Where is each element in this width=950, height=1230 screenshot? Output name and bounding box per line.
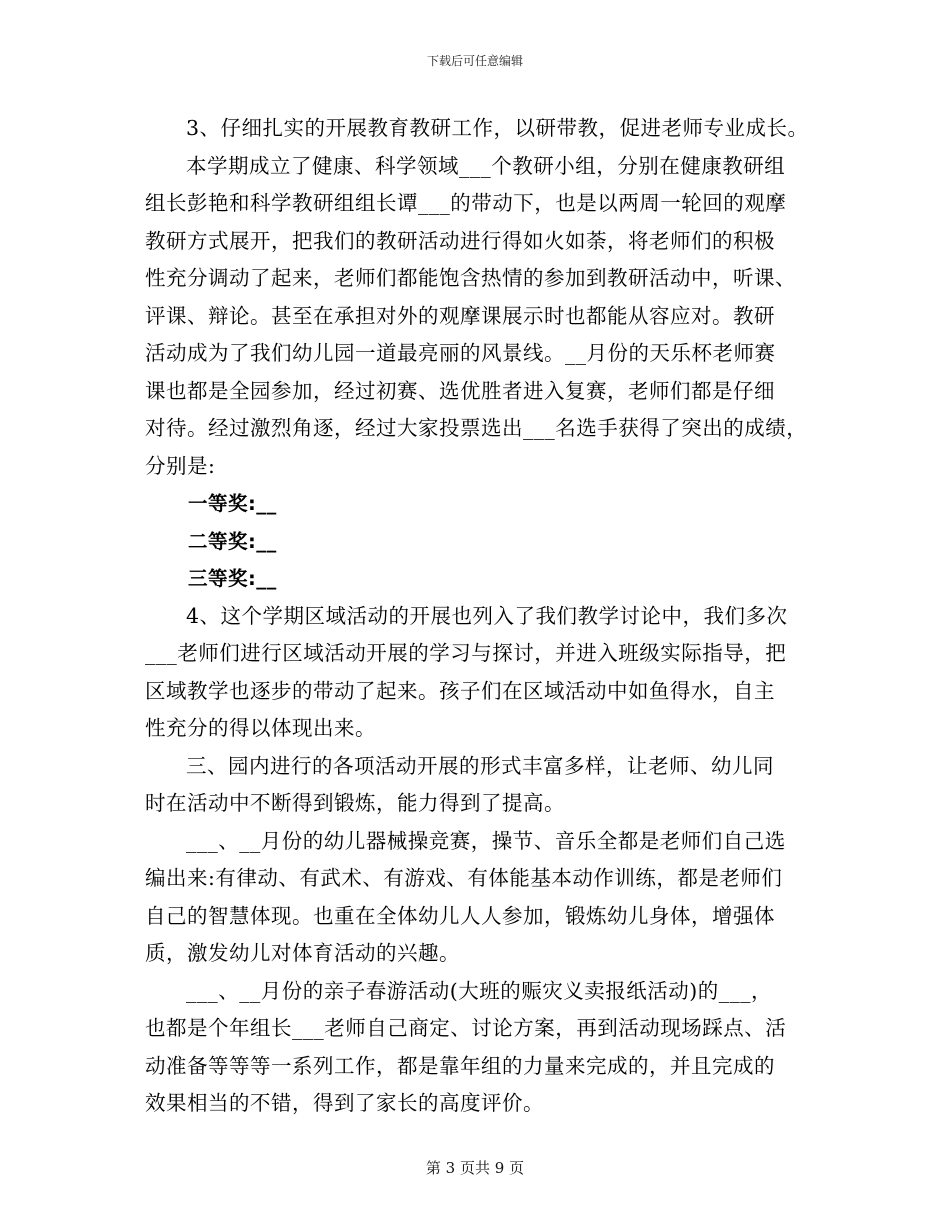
page-header: 下载后可任意编辑 <box>426 54 523 68</box>
paragraph-line: 质，激发幼儿对体育活动的兴趣。 <box>145 941 460 965</box>
award-second: 二等奖:__ <box>188 529 277 553</box>
paragraph-line: ___、__月份的亲子春游活动(大班的赈灾义卖报纸活动)的___， <box>186 978 772 1003</box>
paragraph-line: 对待。经过激烈角逐，经过大家投票选出___名选手获得了突出的成绩， <box>145 416 808 440</box>
section-heading: 三、园内进行的各项活动开展的形式丰富多样，让老师、幼儿同 <box>186 753 774 778</box>
paragraph-line: ___老师们进行区域活动开展的学习与探讨，并进入班级实际指导，把 <box>145 641 787 665</box>
paragraph-line: 时在活动中不断得到锻炼，能力得到了提高。 <box>145 791 565 815</box>
paragraph-line: 本学期成立了健康、科学领域___个教研小组，分别在健康教研组 <box>186 153 786 178</box>
paragraph-line: 也都是个年组长___老师自己商定、讨论方案，再到活动现场踩点、活 <box>145 1016 787 1040</box>
paragraph-line: 效果相当的不错，得到了家长的高度评价。 <box>145 1091 544 1115</box>
paragraph-line: 动准备等等等一系列工作，都是靠年组的力量来完成的，并且完成的 <box>145 1053 775 1078</box>
paragraph-line: 组长彭艳和科学教研组组长谭___的带动下，也是以两周一轮回的观摩 <box>145 191 787 215</box>
document-body <box>145 110 825 1123</box>
paragraph-line: ___、__月份的幼儿器械操竞赛，操节、音乐全都是老师们自己选 <box>186 828 786 853</box>
page-footer: 第 3 页共 9 页 <box>425 1159 525 1177</box>
award-third: 三等奖:__ <box>188 567 277 590</box>
paragraph-line: 区域教学也逐步的带动了起来。孩子们在区域活动中如鱼得水，自主 <box>145 678 775 703</box>
paragraph-line: 性充分调动了起来，老师们都能饱含热情的参加到教研活动中，听课、 <box>145 266 796 290</box>
paragraph-line: 自己的智慧体现。也重在全体幼儿人人参加，锻炼幼儿身体，增强体 <box>145 903 775 928</box>
paragraph-line: 课也都是全园参加，经过初赛、选优胜者进入复赛，老师们都是仔细 <box>145 378 775 403</box>
paragraph-line: 4、这个学期区域活动的开展也列入了我们教学讨论中，我们多次 <box>186 603 788 628</box>
paragraph-line: 3、仔细扎实的开展教育教研工作，以研带教，促进老师专业成长。 <box>186 116 809 140</box>
paragraph-line: 评课、辩论。甚至在承担对外的观摩课展示时也都能从容应对。教研 <box>145 303 775 328</box>
paragraph-line: 活动成为了我们幼儿园一道最亮丽的风景线。__月份的天乐杯老师赛 <box>145 341 776 365</box>
award-first: 一等奖:__ <box>188 492 277 515</box>
paragraph-line: 编出来:有律动、有武术、有游戏、有体能基本动作训练，都是老师们 <box>145 866 783 890</box>
paragraph-line: 分别是: <box>145 453 216 478</box>
paragraph-line: 教研方式展开，把我们的教研活动进行得如火如荼，将老师们的积极 <box>145 228 775 253</box>
paragraph-line: 性充分的得以体现出来。 <box>145 716 376 740</box>
